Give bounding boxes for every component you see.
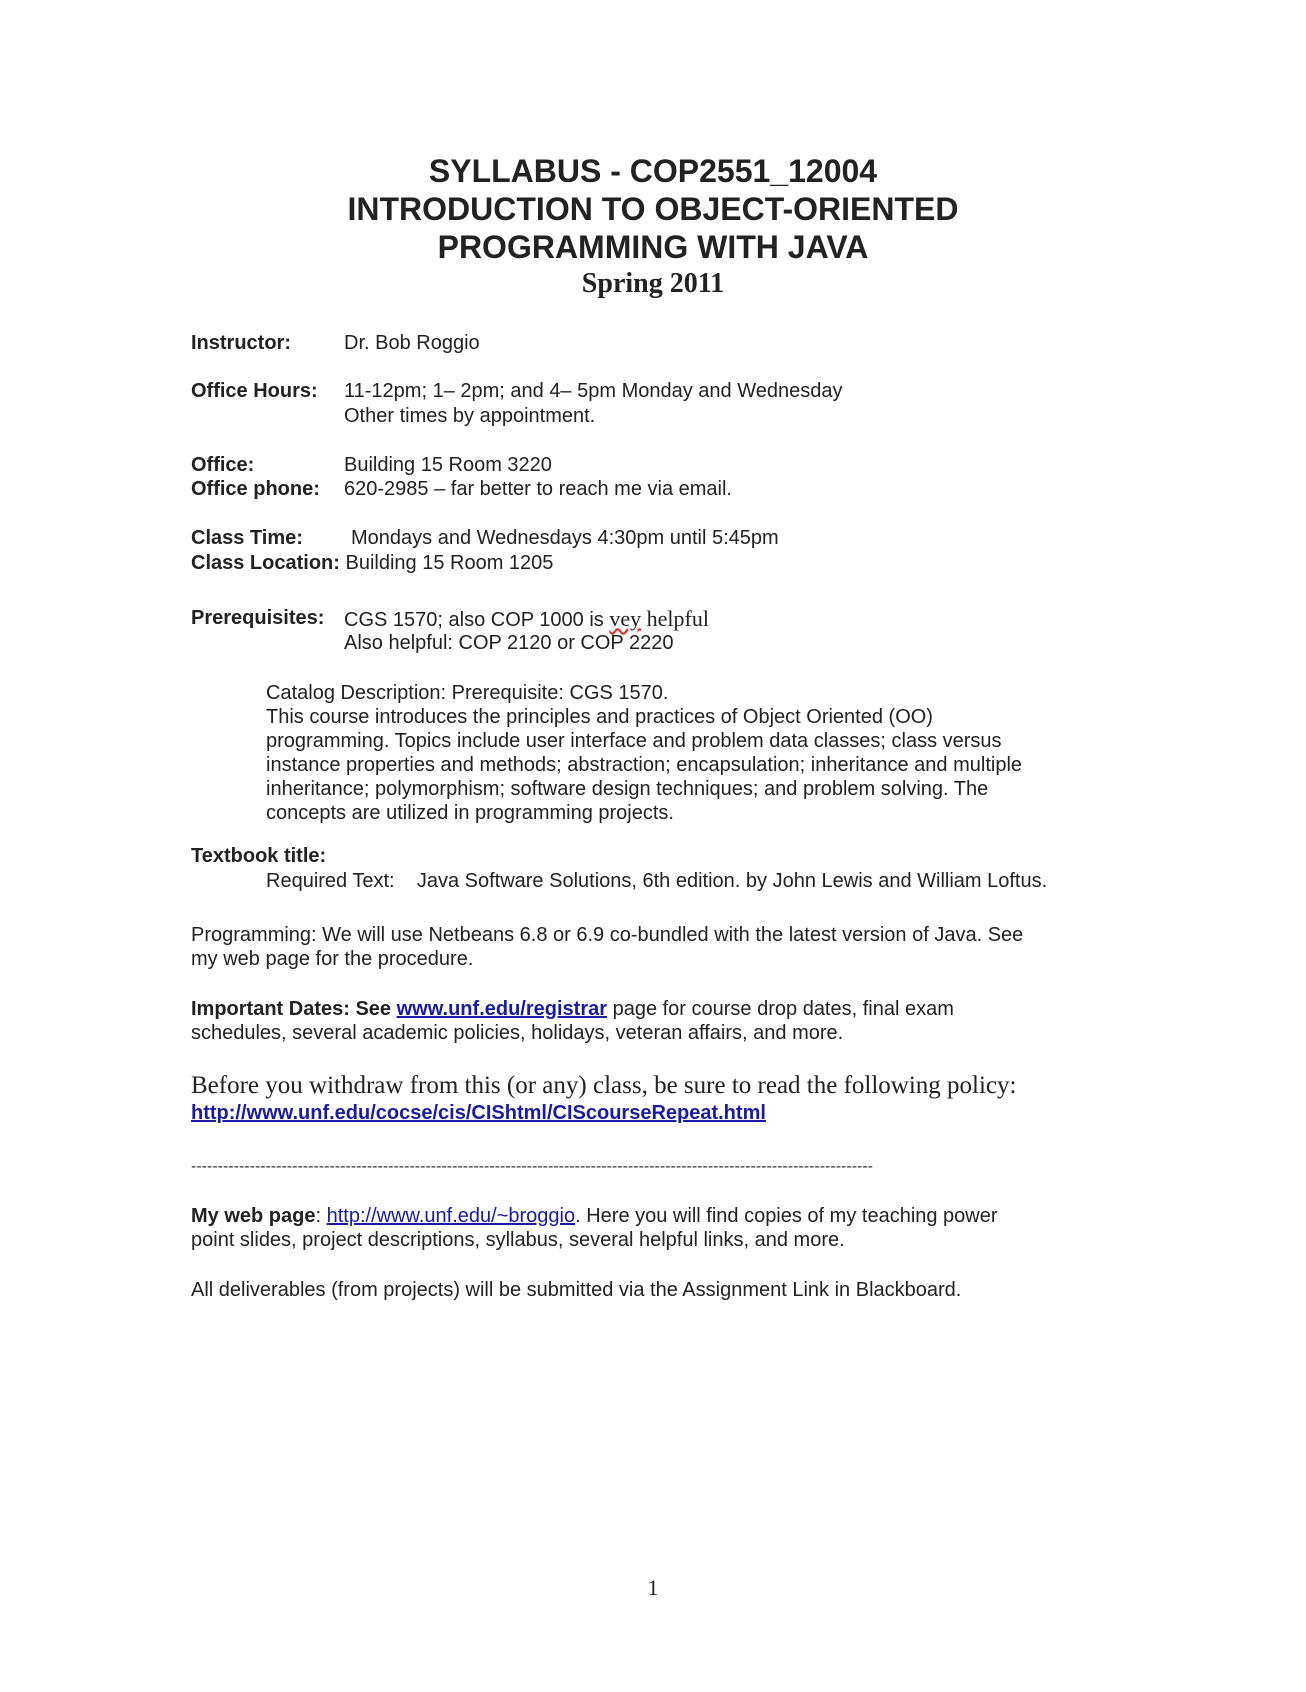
catalog-line: instance properties and methods; abstraction; encapsulation; inheritance and multiple [266,754,1023,776]
important-dates-line-2: schedules, several academic policies, holidays, veteran affairs, and more. [191,1022,844,1044]
important-dates-label: Important Dates: See [191,998,397,1020]
web-page-label: My web page [191,1205,316,1227]
office-hours-line-1: 11-12pm; 1– 2pm; and 4– 5pm Monday and Wednesday [344,380,843,402]
class-time-label: Class Time: [191,527,303,549]
catalog-description [266,681,1022,825]
office-label: Office: [191,454,255,476]
title-line-1: SYLLABUS - COP2551_12004 [428,153,878,189]
class-location-value: Building 15 Room 1205 [345,552,554,574]
prereq-text-c: helpful [641,606,709,631]
registrar-link[interactable]: www.unf.edu/registrar [396,998,608,1020]
important-dates [191,997,954,1045]
divider: -------------------------------------------------------------------------------------------------------------------------------- [191,1158,873,1175]
term: Spring 2011 [581,268,725,299]
web-page-line-2: point slides, project descriptions, syllabus, several helpful links, and more. [191,1229,845,1251]
withdraw-note: Before you withdraw from this (or any) class, be sure to read the following policy: [191,1072,1017,1099]
office-hours-row [191,379,843,404]
web-page-line-1 [191,1204,998,1228]
programming-line-2: my web page for the procedure. [191,948,474,970]
important-dates-after: page for course drop dates, final exam [607,998,954,1020]
instructor-row [191,331,480,356]
important-dates-line-1 [191,997,954,1021]
office-phone-row [191,477,732,502]
title-line-2: INTRODUCTION TO OBJECT-ORIENTED [347,191,959,227]
textbook-label: Textbook title: [191,845,327,867]
web-page-after: . Here you will find copies of my teaching power [575,1205,998,1227]
office-row [191,453,552,478]
page-number: 1 [647,1575,659,1600]
deliverables-note: All deliverables (from projects) will be submitted via the Assignment Link in Blackboard. [191,1279,962,1301]
catalog-line: Catalog Description: Prerequisite: CGS 1570. [266,682,669,704]
catalog-line: concepts are utilized in programming projects. [266,802,674,824]
class-time-value: Mondays and Wednesdays 4:30pm until 5:45pm [351,527,779,549]
office-hours-label: Office Hours: [191,380,318,402]
prerequisites-row [191,606,709,631]
catalog-line: inheritance; polymorphism; software design techniques; and problem solving. The [266,778,989,800]
class-location-row [191,551,553,576]
instructor-value: Dr. Bob Roggio [344,332,480,354]
office-phone-label: Office phone: [191,478,320,500]
catalog-line: This course introduces the principles and practices of Object Oriented (OO) [266,706,933,728]
prereq-misspelled-word: vey [609,606,642,631]
office-hours-line-2: Other times by appointment. [344,405,596,427]
office-value: Building 15 Room 3220 [344,454,552,476]
title-line-3: PROGRAMMING WITH JAVA [437,229,869,265]
web-page-colon: : [315,1205,327,1227]
web-page-link[interactable]: http://www.unf.edu/~broggio [326,1205,576,1227]
programming-note [191,923,1023,971]
prereq-text-a: CGS 1570; also COP 1000 is [344,609,610,631]
prerequisites-label: Prerequisites: [191,607,325,629]
withdraw-link-row [191,1101,766,1125]
instructor-label: Instructor: [191,332,291,354]
class-location-label: Class Location: [191,552,340,574]
required-text-label: Required Text: [266,870,395,892]
required-text-row [266,869,1047,894]
catalog-line: programming. Topics include user interface and problem data classes; class versus [266,730,1002,752]
web-page-note [191,1204,998,1252]
required-text-value: Java Software Solutions, 6th edition. by John Lewis and William Loftus. [416,870,1048,892]
prerequisites-line-2: Also helpful: COP 2120 or COP 2220 [344,632,674,654]
course-repeat-policy-link[interactable]: http://www.unf.edu/cocse/cis/CIShtml/CIScourseRepeat.html [191,1102,766,1124]
textbook-row [191,844,326,869]
programming-line-1: Programming: We will use Netbeans 6.8 or 6.9 co-bundled with the latest version of Java. See [191,924,1024,946]
class-time-row [191,526,779,551]
office-phone-value: 620-2985 – far better to reach me via email. [344,478,732,500]
prerequisites-line-1 [344,606,709,633]
